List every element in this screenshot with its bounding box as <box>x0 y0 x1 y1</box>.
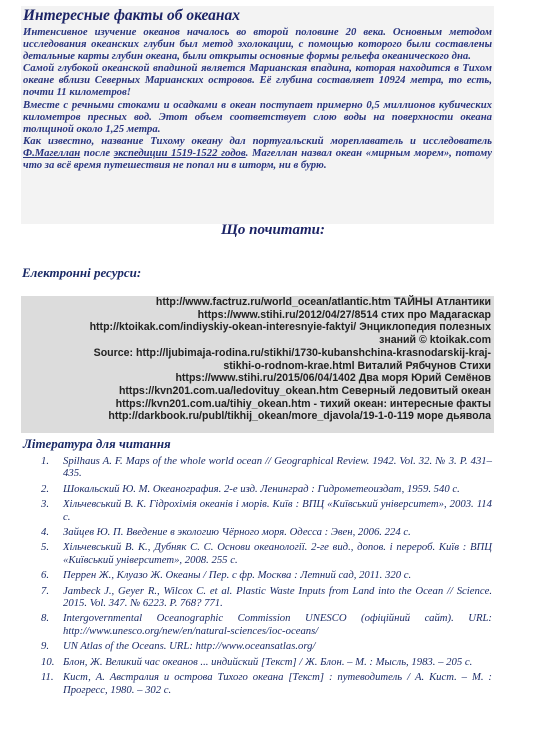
facts-paragraph-1: Интенсивное изучение океанов началось во второй половине 20 века. Основным методом исследования океанских глубин был метод эхолокации, с помощью которого были составлены детальные карты глубин океана, были открыты основные формы рельефа океанического дна. <box>23 26 492 63</box>
literature-item <box>41 455 492 480</box>
literature-item <box>41 569 492 581</box>
facts-paragraph-2: Самой глубокой океанской впадиной является Марианская впадина, которая находится в Тихом океане вблизи Северных Марианских островов. Её глубина составляет 10924 метра, то есть, почти 11 километров! <box>23 62 492 99</box>
resource-link[interactable]: http://www.factruz.ru/world_ocean/atlantic.htm ТАЙНЫ Атлантики <box>155 296 491 308</box>
literature-list <box>41 455 492 699</box>
literature-text: UN Atlas of the Oceans. URL: http://www.oceansatlas.org/ <box>63 640 316 653</box>
what-to-read-heading: Що почитати: <box>221 222 325 238</box>
literature-item <box>41 585 492 610</box>
literature-item <box>41 498 492 523</box>
literature-text: Хільчевський В. К. Гідрохімія океанів і морів. Київ : ВПЦ «Київський університет», 2003. 114 с. <box>63 498 492 523</box>
literature-number: 5. <box>41 541 50 554</box>
literature-text: Jambeck J., Geyer R., Wilcox C. et al. Plastic Waste Inputs from Land into the Ocean // Science. 2015. Vol. 347. № 6223. P. 768? 771. <box>63 584 492 610</box>
literature-text: Кист, А. Австралия и острова Тихого океана [Текст] : путеводитель / А. Кист. – М. : Прогресс, 1980. – 302 с. <box>63 671 492 696</box>
literature-text: Intergovernmental Oceanographic Commission UNESCO (офіційний сайт). URL: http://www.unesco.org/new/en/natural-sciences/ioc-oceans/ <box>63 612 492 637</box>
literature-number: 8. <box>41 612 50 625</box>
facts-title: Интересные факты об океанах <box>23 7 241 24</box>
literature-number: 7. <box>41 584 50 597</box>
expedition-link[interactable]: экспедиции 1519-1522 годов <box>113 146 246 159</box>
resource-link[interactable]: http://darkbook.ru/publ/tikhij_okean/more_djavola/19-1-0-119 море дьявола <box>108 410 491 423</box>
literature-text: Зайцев Ю. П. Введение в экологию Чёрного моря. Одесса : Эвен, 2006. 224 с. <box>63 526 411 539</box>
resource-link[interactable]: https://www.stihi.ru/2012/04/27/8514 стих про Мадагаскар <box>197 308 491 321</box>
literature-number: 11. <box>41 671 54 684</box>
literature-number: 4. <box>41 526 50 539</box>
literature-item <box>41 671 492 696</box>
resource-link[interactable]: stikhi-o-rodnom-krae.html Виталий Рябчунов Стихи <box>223 359 491 372</box>
literature-item <box>41 640 492 652</box>
literature-text: Перрен Ж., Клуазо Ж. Океаны / Пер. с фр. Москва : Летний сад, 2011. 320 с. <box>63 569 412 582</box>
literature-text: Шокальский Ю. М. Океанография. 2-е изд. Ленинград : Гидрометеоиздат, 1959. 540 с. <box>63 482 460 495</box>
literature-heading: Література для читання <box>23 436 171 451</box>
literature-item <box>41 483 492 495</box>
literature-item <box>41 526 492 538</box>
resource-link[interactable]: https://www.stihi.ru/2015/06/04/1402 Два моря Юрий Семёнов <box>175 372 491 385</box>
literature-item <box>41 541 492 566</box>
resource-link[interactable]: Source: http://ljubimaja-rodina.ru/stikhi/1730-kubanshchina-krasnodarskij-kraj- <box>93 346 491 359</box>
literature-text: Хільчевський В. К., Дубняк С. С. Основи океанології. 2-ге вид., допов. і перероб. Київ : ВПЦ «Київський університет», 2008. 255 с. <box>63 541 492 566</box>
literature-number: 9. <box>41 640 50 653</box>
literature-number: 2. <box>41 482 50 495</box>
literature-text: Блон, Ж. Великий час океанов ... индийский [Текст] / Ж. Блон. – М. : Мысль, 1983. – 205 с. <box>63 655 473 668</box>
literature-item <box>41 656 492 668</box>
facts-p4-text-c: . Магеллан назвал океан «мирным морем», потому что за всё время путешествия не попал ни в шторм, ни в бурю. <box>23 146 492 172</box>
literature-number: 10. <box>41 655 55 668</box>
resource-link[interactable]: https://kvn201.com.ua/ledovituy_okean.htm Северный ледовитый океан <box>118 384 491 397</box>
resource-link[interactable]: https://kvn201.com.ua/tihiy_okean.htm - тихий океан: интересные факты <box>115 397 491 410</box>
links-box <box>21 296 494 433</box>
facts-paragraph-4 <box>21 135 494 171</box>
literature-number: 3. <box>41 498 50 511</box>
resource-link[interactable]: знаний © ktoikak.com <box>379 334 491 347</box>
literature-item <box>41 612 492 637</box>
electronic-resources-heading: Електронні ресурси: <box>22 265 142 280</box>
facts-p4-text-b: после <box>80 146 114 159</box>
resource-link[interactable]: http://ktoikak.com/indiyskiy-okean-interesnyie-faktyi/ Энциклопедия полезных <box>89 321 491 334</box>
literature-number: 1. <box>41 455 50 467</box>
facts-p4-text-a: Как известно, название Тихому океану дал португальский мореплаватель и исследователь <box>23 134 492 147</box>
facts-paragraph-3: Вместе с речными стоками и осадками в океан поступает примерно 0,5 миллионов кубических километров пресных вод. Этот объем соответствует слою воды на поверхности океана толщиной около 1,25 метра. <box>23 98 492 135</box>
magellan-link[interactable]: Ф.Магеллан <box>23 146 81 159</box>
ocean-facts-box <box>21 6 494 224</box>
literature-number: 6. <box>41 569 50 582</box>
literature-text: Spilhaus A. F. Maps of the whole world ocean // Geographical Review. 1942. Vol. 32. № 3. P. 431–435. <box>63 455 492 480</box>
